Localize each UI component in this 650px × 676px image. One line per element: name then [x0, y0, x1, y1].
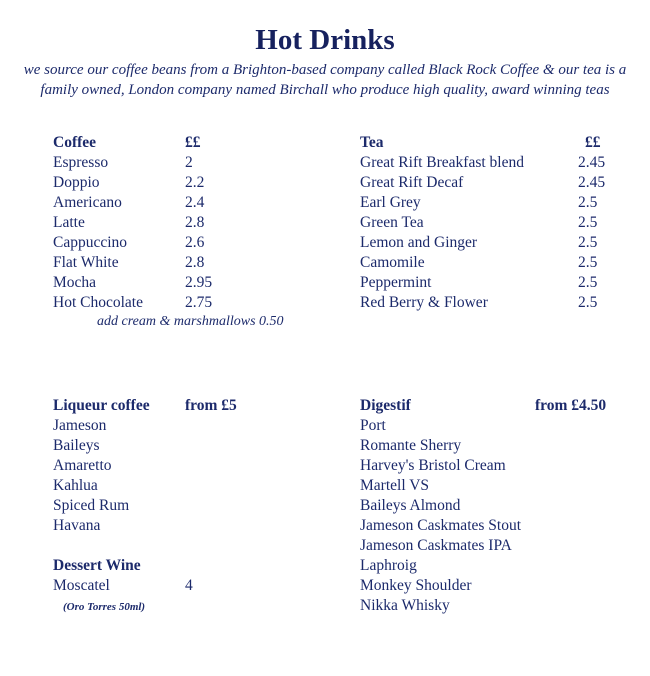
- coffee-note: add cream & marshmallows 0.50: [97, 314, 284, 329]
- tea-item-price: 2.45: [578, 174, 606, 191]
- coffee-item-price: 2.95: [185, 274, 213, 291]
- page-title: Hot Drinks: [255, 24, 395, 56]
- tea-item-price: 2.5: [578, 194, 598, 211]
- coffee-item-name: Hot Chocolate: [53, 294, 143, 311]
- digestif-heading: Digestif: [360, 397, 411, 414]
- tea-item-name: Peppermint: [360, 274, 432, 291]
- digestif-item-name: Port: [360, 417, 386, 434]
- digestif-price-heading: from £4.50: [535, 397, 607, 414]
- coffee-item-name: Cappuccino: [53, 234, 128, 251]
- coffee-item-price: 2.8: [185, 254, 205, 271]
- tea-item-name: Earl Grey: [360, 194, 421, 211]
- liqueur-price-heading: from £5: [185, 397, 237, 414]
- coffee-item-price: 2.75: [185, 294, 213, 311]
- digestif-item-name: Jameson Caskmates Stout: [360, 517, 522, 534]
- tea-item-price: 2.5: [578, 214, 598, 231]
- dessert-heading: Dessert Wine: [53, 557, 141, 574]
- dessert-note: (Oro Torres 50ml): [63, 601, 146, 613]
- coffee-item-name: Doppio: [53, 174, 100, 191]
- liqueur-item-name: Jameson: [53, 417, 107, 434]
- digestif-item-name: Monkey Shoulder: [360, 577, 472, 594]
- liqueur-item-name: Spiced Rum: [53, 497, 130, 514]
- tea-heading: Tea: [360, 134, 384, 151]
- digestif-item-name: Martell VS: [360, 477, 430, 494]
- liqueur-heading: Liqueur coffee: [53, 397, 150, 414]
- dessert-item-name: Moscatel: [53, 577, 110, 594]
- digestif-item-name: Nikka Whisky: [360, 597, 450, 614]
- liqueur-item-name: Kahlua: [53, 477, 98, 494]
- coffee-heading: Coffee: [53, 134, 97, 151]
- intro-line: we source our coffee beans from a Brighton-based company called Black Rock Coffee & our tea is a: [23, 62, 627, 78]
- coffee-item-name: Latte: [53, 214, 85, 231]
- tea-item-name: Green Tea: [360, 214, 424, 231]
- digestif-item-name: Romante Sherry: [360, 437, 462, 454]
- coffee-item-price: 2: [185, 154, 193, 171]
- liqueur-item-name: Havana: [53, 517, 101, 534]
- liqueur-item-name: Amaretto: [53, 457, 112, 474]
- digestif-item-name: Harvey's Bristol Cream: [360, 457, 506, 474]
- tea-price-heading: ££: [585, 134, 601, 151]
- tea-item-price: 2.5: [578, 294, 598, 311]
- intro-line: family owned, London company named Birchall who produce high quality, award winning teas: [40, 82, 610, 98]
- coffee-item-price: 2.8: [185, 214, 205, 231]
- liqueur-item-name: Baileys: [53, 437, 100, 454]
- tea-item-name: Red Berry & Flower: [360, 294, 488, 311]
- tea-item-name: Lemon and Ginger: [360, 234, 478, 251]
- tea-item-price: 2.5: [578, 254, 598, 271]
- digestif-item-name: Jameson Caskmates IPA: [360, 537, 512, 554]
- coffee-item-name: Mocha: [53, 274, 97, 291]
- intro-text: [0, 60, 650, 100]
- coffee-price-heading: ££: [185, 134, 201, 151]
- tea-item-price: 2.5: [578, 274, 598, 291]
- digestif-item-name: Laphroig: [360, 557, 417, 574]
- tea-item-name: Great Rift Decaf: [360, 174, 464, 191]
- dessert-item-price: 4: [185, 577, 193, 594]
- coffee-item-price: 2.2: [185, 174, 205, 191]
- tea-item-price: 2.5: [578, 234, 598, 251]
- coffee-item-name: Americano: [53, 194, 122, 211]
- tea-item-name: Great Rift Breakfast blend: [360, 154, 524, 171]
- coffee-item-name: Espresso: [53, 154, 109, 171]
- digestif-item-name: Baileys Almond: [360, 497, 461, 514]
- coffee-item-price: 2.4: [185, 194, 205, 211]
- coffee-item-price: 2.6: [185, 234, 205, 251]
- tea-item-price: 2.45: [578, 154, 606, 171]
- tea-item-name: Camomile: [360, 254, 425, 271]
- coffee-item-name: Flat White: [53, 254, 119, 271]
